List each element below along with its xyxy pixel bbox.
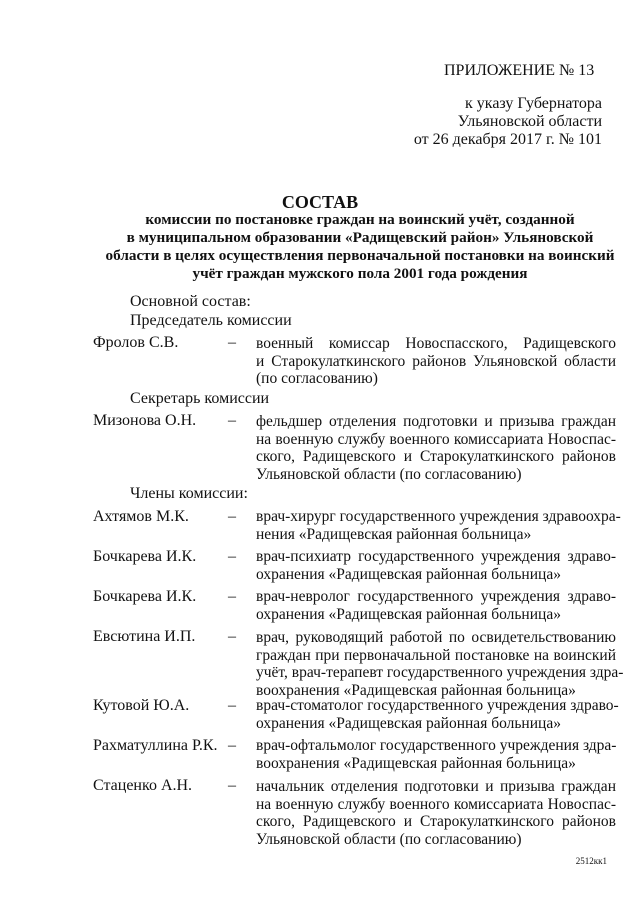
position-line: военный комиссар Новоспасского, Радищевского xyxy=(256,335,616,352)
position-line: охранения «Радищевская районная больница» xyxy=(256,714,561,732)
position-line: учёт, врач-терапевт государственного учреждения здра- xyxy=(256,664,624,681)
position-line: Ульяновской области (по согласованию) xyxy=(256,830,522,848)
subtitle-line: области в целях осуществления первоначальной постановки на воинский xyxy=(105,247,615,264)
position-line: на военную службу военного комиссариата Новоспас- xyxy=(256,795,616,813)
position-line: врач-офтальмолог государственного учреждения здра- xyxy=(256,737,617,754)
position-line: воохранения «Радищевская районная больница» xyxy=(256,754,576,772)
member-name: Евсютина И.П. xyxy=(93,628,196,645)
member-name: Рахматуллина Р.К. xyxy=(93,737,218,754)
position-line: фельдшер отделения подготовки и призыва граждан xyxy=(256,413,616,430)
member-position xyxy=(256,548,616,583)
member-position xyxy=(256,588,616,623)
decree-line: от 26 декабря 2017 г. № 101 xyxy=(413,131,602,148)
decree-line: Ульяновской области xyxy=(457,113,602,130)
member-name: Стаценко А.Н. xyxy=(93,777,193,794)
member-name: Бочкарева И.К. xyxy=(93,588,197,605)
member-position xyxy=(256,697,619,732)
position-line: врач-хирург государственного учреждения здравоохра- xyxy=(256,508,621,525)
member-dash: – xyxy=(228,777,236,794)
section-members: Члены комиссии: xyxy=(130,485,248,502)
position-line: врач-стоматолог государственного учреждения здраво- xyxy=(256,697,619,714)
document-title: СОСТАВ xyxy=(281,192,359,212)
section-chairman: Председатель комиссии xyxy=(130,312,292,329)
appendix-number: ПРИЛОЖЕНИЕ № 13 xyxy=(444,62,595,79)
member-dash: – xyxy=(228,737,236,754)
position-line: нения «Радищевская районная больница» xyxy=(256,525,532,543)
subtitle-line: учёт граждан мужского пола 2001 года рождения xyxy=(192,265,528,282)
member-position xyxy=(256,413,616,483)
position-line: врач, руководящий работой по освидетельствованию xyxy=(256,629,616,646)
position-line: ского, Радищевского и Старокулаткинского районов xyxy=(256,813,616,830)
position-line: и Старокулаткинского районов Ульяновской области xyxy=(256,352,616,370)
document-code: 2512кк1 xyxy=(575,856,607,866)
position-line: (по согласованию) xyxy=(256,370,378,387)
position-line: охранения «Радищевская районная больница» xyxy=(256,605,561,623)
position-line: граждан при первоначальной постановке на воинский xyxy=(256,646,616,664)
member-position xyxy=(256,629,624,699)
member-dash: – xyxy=(228,334,236,351)
member-dash: – xyxy=(228,588,236,605)
position-line: начальник отделения подготовки и призыва граждан xyxy=(256,778,616,795)
member-name: Бочкарева И.К. xyxy=(93,548,197,565)
member-name: Кутовой Ю.А. xyxy=(93,697,190,714)
member-position xyxy=(256,508,621,543)
decree-line: к указу Губернатора xyxy=(465,95,602,112)
member-position xyxy=(256,778,616,848)
member-position xyxy=(256,335,616,388)
position-line: врач-психиатр государственного учреждения здраво- xyxy=(256,548,616,565)
position-line: врач-невролог государственного учреждения здраво- xyxy=(256,588,616,605)
member-dash: – xyxy=(228,548,236,565)
section-secretary: Секретарь комиссии xyxy=(130,390,270,407)
member-name: Ахтямов М.К. xyxy=(93,508,189,525)
subtitle-line: комиссии по постановке граждан на воинский учёт, созданной xyxy=(145,211,575,228)
member-dash: – xyxy=(228,508,236,525)
document-subtitle xyxy=(90,211,630,283)
member-name: Фролов С.В. xyxy=(93,334,179,351)
section-main: Основной состав: xyxy=(130,293,251,310)
position-line: воохранения «Радищевская районная больница» xyxy=(256,681,576,699)
member-dash: – xyxy=(228,628,236,645)
position-line: на военную службу военного комиссариата Новоспас- xyxy=(256,430,616,448)
position-line: Ульяновской области (по согласованию) xyxy=(256,465,522,483)
subtitle-line: в муниципальном образовании «Радищевский район» Ульяновской xyxy=(126,229,594,246)
position-line: ского, Радищевского и Старокулаткинского районов xyxy=(256,448,616,465)
decree-reference xyxy=(282,95,602,149)
member-dash: – xyxy=(228,697,236,714)
member-name: Мизонова О.Н. xyxy=(93,412,197,429)
position-line: охранения «Радищевская районная больница» xyxy=(256,565,561,583)
member-position xyxy=(256,737,616,772)
member-dash: – xyxy=(228,412,236,429)
